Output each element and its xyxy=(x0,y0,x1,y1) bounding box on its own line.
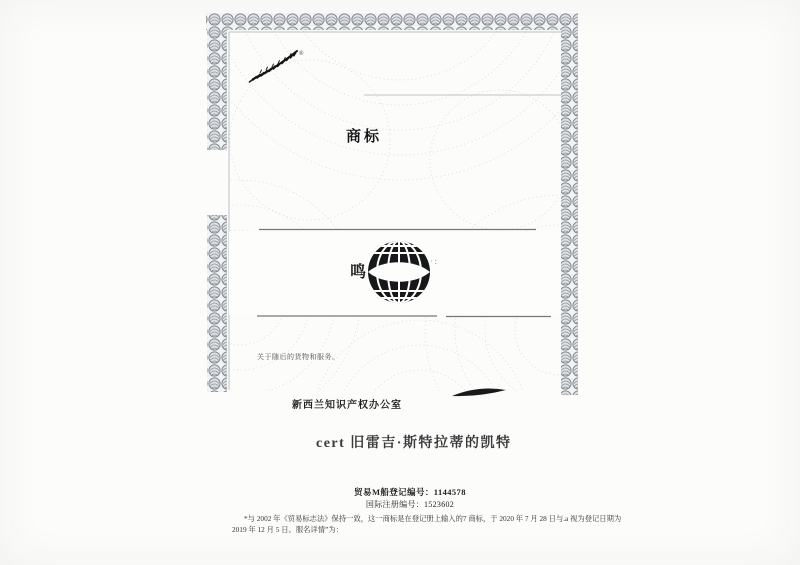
trade-mark-reg-label: 贸易M船登记编号： xyxy=(354,487,434,497)
border-left-lower xyxy=(207,215,227,392)
intl-reg-number: 1523602 xyxy=(424,500,455,509)
globe-logo-icon xyxy=(366,239,432,305)
goods-services-note: 关于随后的货物和服务。 xyxy=(257,353,340,361)
registration-footer xyxy=(232,486,622,535)
border-top xyxy=(206,13,578,30)
international-registration-number-line xyxy=(232,499,588,510)
holder-name-line: cert 旧雷吉·斯特拉蒂的凯特 xyxy=(316,436,512,451)
office-name: 新西兰知识产权办公室 xyxy=(292,400,402,411)
registration-note-line-1: *与 2002 年《贸易标志法》保持一致，这一商标是在登记册上输入的7 商标，于 2020 年 7 月 28 日与.a 视为登记日期为 xyxy=(244,514,622,523)
border-left-upper xyxy=(207,28,227,150)
trade-mark-registration-number-line xyxy=(232,486,588,498)
silver-fern-icon xyxy=(248,42,308,88)
registered-symbol: ® xyxy=(299,51,304,57)
trademark-right-marks: ·: xyxy=(430,257,439,266)
border-right xyxy=(561,28,578,395)
trademark-left-character: 鸣 xyxy=(350,264,367,281)
signature-ink-swoosh xyxy=(452,388,506,396)
intl-reg-label: 国际注册编号： xyxy=(365,500,424,509)
trade-mark-reg-number: 1144578 xyxy=(433,487,466,497)
registration-note-line-2: 2019 年 12 月 5 日。服名详情”为： xyxy=(232,525,343,534)
certificate-title: 商标 xyxy=(346,128,383,145)
